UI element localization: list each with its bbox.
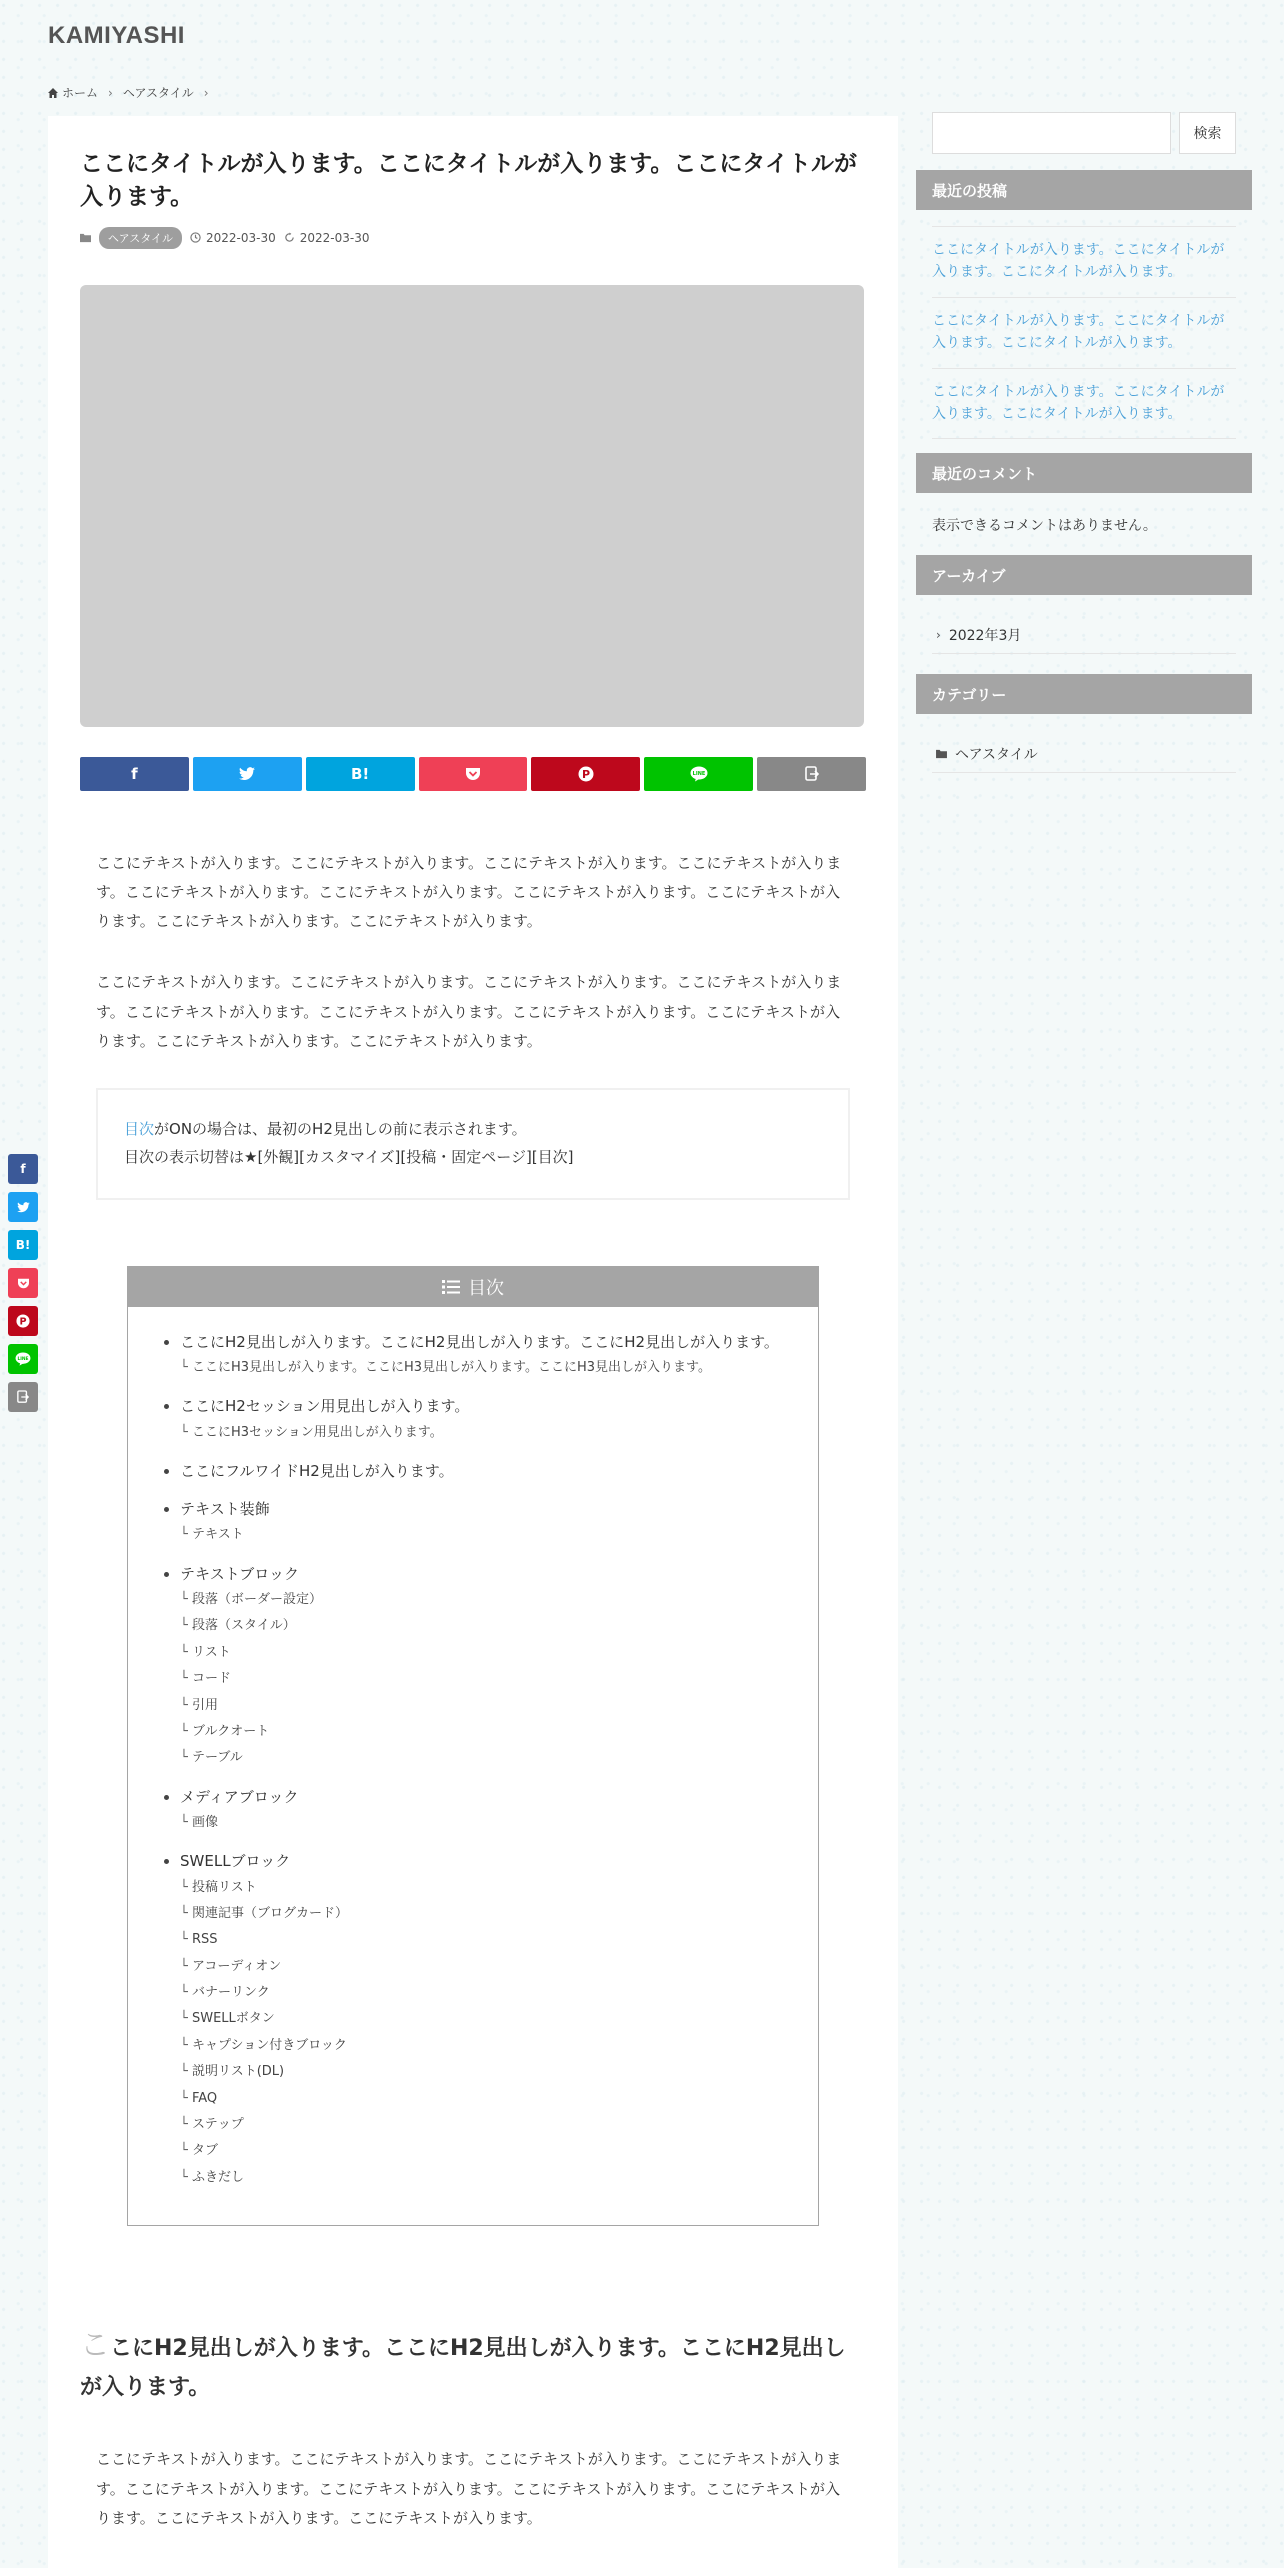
breadcrumb-home[interactable] [48, 84, 98, 101]
note-line-2: 目次の表示切替は★[外観][カスタマイズ][投稿・固定ページ][目次] [124, 1147, 574, 1166]
pocket-share-button[interactable] [419, 757, 528, 791]
search-input[interactable] [932, 112, 1171, 154]
site-header [48, 22, 185, 50]
home-icon [48, 88, 58, 98]
facebook-icon: f [131, 764, 138, 783]
refresh-icon [284, 232, 295, 243]
post-title: ここにタイトルが入ります。ここにタイトルが入ります。ここにタイトルが入ります。 [80, 151, 857, 211]
toc-subitem[interactable]: └ ブルクオート [180, 1719, 792, 1745]
copy-icon [805, 766, 819, 782]
toc-subitem[interactable]: └ タブ [180, 2138, 792, 2164]
toc-subitem[interactable]: └ ここにH3セッション用見出しが入ります。 [180, 1420, 792, 1446]
toc-link[interactable]: ここにH2見出しが入ります。ここにH2見出しが入ります。ここにH2見出しが入ります。 [180, 1332, 779, 1351]
sidebar [916, 112, 1252, 793]
chevron-right-icon: › [203, 85, 209, 100]
toc-sublist [180, 1875, 792, 2192]
toc-link[interactable]: SWELLブロック [180, 1852, 291, 1871]
twitter-icon [17, 1202, 30, 1213]
toc-sublist [180, 1587, 792, 1772]
category-widget [916, 674, 1252, 773]
search-form [916, 112, 1252, 154]
hatena-icon: B! [351, 764, 370, 783]
toc-title: 目次 [468, 1277, 504, 1299]
toc-link[interactable]: メディアブロック [180, 1787, 299, 1806]
toc-subitem[interactable]: └ 段落（スタイル） [180, 1613, 792, 1639]
svg-text:LINE: LINE [692, 770, 706, 777]
toc-subitem[interactable]: └ 段落（ボーダー設定） [180, 1587, 792, 1613]
no-comments-text: 表示できるコメントはありません。 [932, 518, 1157, 535]
folder-icon [936, 749, 947, 759]
widget-title: カテゴリー [916, 674, 1252, 714]
pocket-icon [465, 767, 481, 781]
post-meta [80, 227, 866, 249]
recent-post-link[interactable]: ここにタイトルが入ります。ここにタイトルが入ります。ここにタイトルが入ります。 [932, 226, 1236, 297]
toc-item [180, 1329, 792, 1382]
toc-subitem[interactable]: └ 関連記事（ブログカード） [180, 1901, 792, 1927]
svg-text:LINE: LINE [17, 1356, 29, 1362]
twitter-icon [239, 767, 255, 781]
toc-item [180, 1393, 792, 1446]
pinterest-float-button[interactable] [8, 1306, 38, 1336]
hatena-icon: B! [15, 1238, 31, 1252]
archive-widget [916, 555, 1252, 654]
pocket-float-button[interactable] [8, 1268, 38, 1298]
toc-item [180, 1561, 792, 1772]
pocket-icon [17, 1278, 30, 1289]
heading-text: こにH2見出しが入ります。ここにH2見出しが入ります。ここにH2見出しが入ります。 [80, 2336, 846, 2401]
toc-subitem[interactable]: └ 引用 [180, 1693, 792, 1719]
toc-link[interactable]: テキスト装飾 [180, 1500, 270, 1519]
toc-list [128, 1307, 818, 2225]
table-of-contents [127, 1266, 819, 2226]
line-share-button[interactable] [644, 757, 753, 791]
copy-link-float-button[interactable] [8, 1382, 38, 1412]
breadcrumb [48, 84, 219, 101]
toc-subitem[interactable]: └ 説明リスト(DL) [180, 2059, 792, 2085]
toc-note-link[interactable]: 目次 [124, 1120, 155, 1139]
svg-text:P: P [19, 1316, 27, 1328]
folder-icon [80, 232, 91, 243]
featured-image [80, 285, 864, 727]
category-badge[interactable]: ヘアスタイル [99, 227, 182, 249]
facebook-share-button[interactable] [80, 757, 189, 791]
heading-first-char: こ [80, 2328, 110, 2364]
clock-icon [190, 232, 201, 243]
section-heading [80, 2322, 866, 2405]
site-logo[interactable]: KAMIYASHI [48, 22, 185, 49]
toc-subitem[interactable]: └ FAQ [180, 2086, 792, 2112]
recent-comments-widget [916, 453, 1252, 555]
line-icon [690, 766, 708, 782]
facebook-float-button[interactable] [8, 1154, 38, 1184]
post-content [80, 849, 866, 2533]
toc-subitem[interactable]: └ ここにH3見出しが入ります。ここにH3見出しが入ります。ここにH3見出しが入ります。 [180, 1355, 792, 1381]
toc-link[interactable]: ここにH2セッション用見出しが入ります。 [180, 1397, 470, 1416]
line-float-button[interactable] [8, 1344, 38, 1374]
toc-subitem[interactable]: └ SWELLボタン [180, 2006, 792, 2032]
toc-link[interactable]: ここにフルワイドH2見出しが入ります。 [180, 1461, 454, 1480]
twitter-share-button[interactable] [193, 757, 302, 791]
toc-subitem[interactable]: └ ステップ [180, 2112, 792, 2138]
pinterest-icon [16, 1314, 30, 1328]
toc-subitem[interactable]: └ テキスト [180, 1522, 792, 1548]
toc-item [180, 1784, 792, 1837]
widget-title: 最近のコメント [916, 453, 1252, 493]
category-link[interactable] [932, 736, 1236, 773]
line-icon [15, 1352, 31, 1366]
list-icon [442, 1280, 460, 1294]
toc-link[interactable]: テキストブロック [180, 1564, 299, 1583]
hatena-float-button[interactable] [8, 1230, 38, 1260]
svg-text:P: P [581, 767, 590, 781]
toc-note-box [96, 1088, 850, 1200]
toc-item [180, 1496, 792, 1549]
paragraph: ここにテキストが入ります。ここにテキストが入ります。ここにテキストが入ります。ここにテキストが入ります。ここにテキストが入ります。ここにテキストが入ります。ここにテキストが入ります。ここにテキストが入ります。ここにテキストが入ります。ここにテキストが入ります。 [96, 2450, 842, 2527]
chevron-right-icon: › [108, 85, 113, 100]
archive-link[interactable] [932, 617, 1236, 654]
paragraph: ここにテキストが入ります。ここにテキストが入ります。ここにテキストが入ります。ここにテキストが入ります。ここにテキストが入ります。ここにテキストが入ります。ここにテキストが入ります。ここにテキストが入ります。ここにテキストが入ります。ここにテキストが入ります。 [96, 973, 842, 1050]
toc-sublist [180, 1522, 792, 1548]
chevron-right-icon: › [936, 628, 941, 643]
toc-subitem[interactable]: └ リスト [180, 1640, 792, 1666]
toc-sublist [180, 1420, 792, 1446]
breadcrumb-category[interactable]: ヘアスタイル [122, 86, 194, 100]
recent-post-link[interactable]: ここにタイトルが入ります。ここにタイトルが入ります。ここにタイトルが入ります。 [932, 297, 1236, 368]
hatena-share-button[interactable] [306, 757, 415, 791]
note-line-1 [124, 1116, 822, 1144]
share-buttons [80, 757, 866, 791]
copy-icon [17, 1390, 29, 1404]
facebook-icon: f [20, 1162, 26, 1176]
recent-posts-list [916, 210, 1252, 453]
category-link-label: ヘアスタイル [955, 747, 1038, 764]
recent-post-link[interactable]: ここにタイトルが入ります。ここにタイトルが入ります。ここにタイトルが入ります。 [932, 368, 1236, 440]
archive-link-label: 2022年3月 [948, 628, 1022, 645]
toc-subitem[interactable]: └ 投稿リスト [180, 1875, 792, 1901]
widget-title: アーカイブ [916, 555, 1252, 595]
toc-subitem[interactable]: └ 画像 [180, 1810, 792, 1836]
floating-share-bar [8, 1154, 38, 1412]
toc-subitem[interactable]: └ コード [180, 1666, 792, 1692]
toc-subitem[interactable]: └ ふきだし [180, 2165, 792, 2191]
copy-link-button[interactable] [757, 757, 866, 791]
toc-header[interactable] [128, 1267, 818, 1307]
toc-subitem[interactable]: └ アコーディオン [180, 1954, 792, 1980]
pinterest-icon [578, 766, 594, 782]
widget-title: 最近の投稿 [916, 170, 1252, 210]
published-date [190, 231, 276, 245]
published-date-text: 2022-03-30 [206, 230, 276, 245]
toc-subitem[interactable]: └ RSS [180, 1927, 792, 1953]
toc-sublist [180, 1810, 792, 1836]
toc-item [180, 1458, 792, 1484]
toc-subitem[interactable]: └ キャプション付きブロック [180, 2033, 792, 2059]
toc-subitem[interactable]: └ バナーリンク [180, 1980, 792, 2006]
search-button[interactable]: 検索 [1179, 112, 1236, 154]
breadcrumb-home-label: ホーム [62, 86, 99, 100]
note-line-1-text: がONの場合は、最初のH2見出しの前に表示されます。 [154, 1120, 527, 1139]
twitter-float-button[interactable] [8, 1192, 38, 1222]
pinterest-share-button[interactable] [531, 757, 640, 791]
toc-sublist [180, 1355, 792, 1381]
updated-date [284, 231, 370, 245]
updated-date-text: 2022-03-30 [299, 230, 370, 245]
recent-posts-widget [916, 170, 1252, 453]
toc-subitem[interactable]: └ テーブル [180, 1745, 792, 1771]
toc-item [180, 1848, 792, 2191]
main-content [48, 116, 898, 2568]
paragraph: ここにテキストが入ります。ここにテキストが入ります。ここにテキストが入ります。ここにテキストが入ります。ここにテキストが入ります。ここにテキストが入ります。ここにテキストが入ります。ここにテキストが入ります。ここにテキストが入ります。ここにテキストが入ります。 [96, 853, 842, 931]
